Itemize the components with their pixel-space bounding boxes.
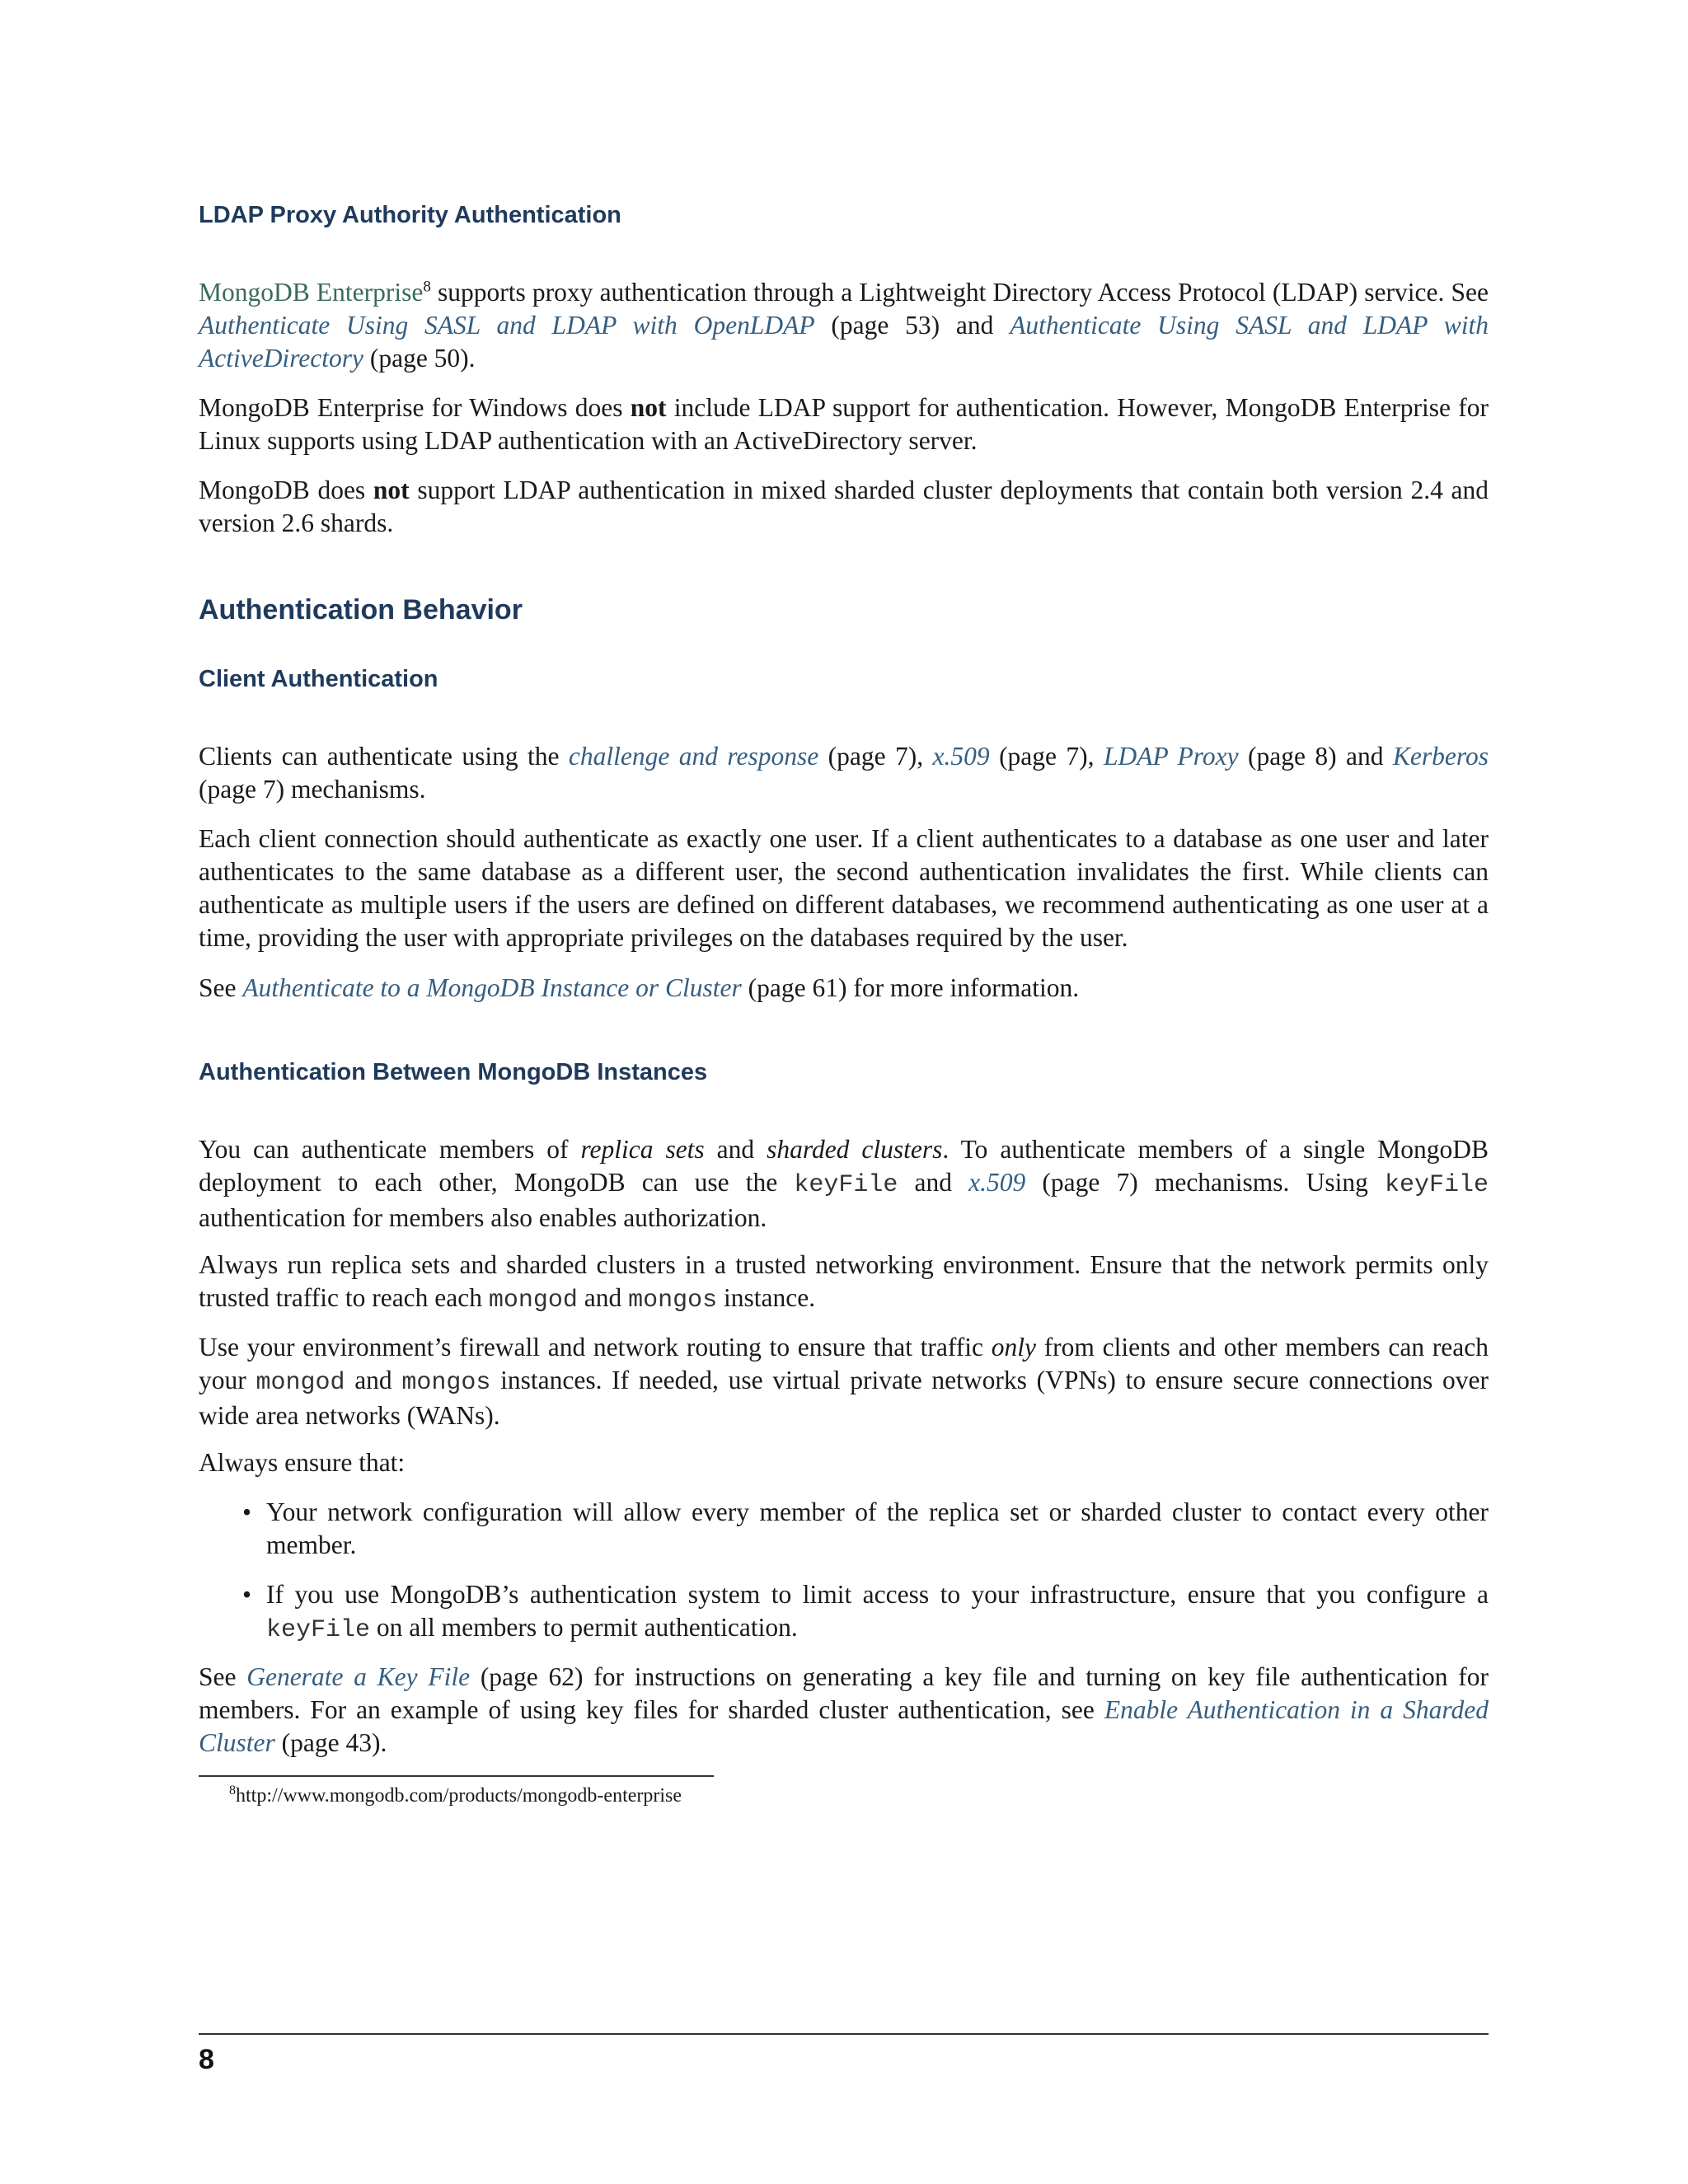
footnote-number: 8 bbox=[229, 1783, 236, 1797]
client-paragraph-3 bbox=[199, 972, 1489, 1005]
section-heading-ldap: LDAP Proxy Authority Authentication bbox=[199, 202, 621, 228]
challenge-response-link[interactable]: challenge and response bbox=[568, 742, 819, 771]
x509-link[interactable]: x.509 bbox=[932, 742, 990, 771]
x509-link[interactable]: x.509 bbox=[968, 1168, 1026, 1197]
between-paragraph-2 bbox=[199, 1249, 1489, 1317]
text: (page 7) mechanisms. Using bbox=[1025, 1168, 1385, 1197]
sharded-auth-link[interactable]: Enable Authentication in a Sharded Cluster bbox=[199, 1695, 1489, 1757]
between-paragraph-3 bbox=[199, 1331, 1489, 1432]
text: support LDAP authentication in mixed sharded cluster deployments that contain both version 2.4 and version 2.6 shards. bbox=[199, 476, 1489, 537]
italic-text: sharded clusters bbox=[767, 1135, 943, 1164]
bullet: • bbox=[242, 1497, 252, 1526]
code-mongos: mongos bbox=[628, 1286, 718, 1315]
text: (page 43). bbox=[274, 1728, 387, 1757]
ldap-paragraph-1 bbox=[199, 276, 1489, 375]
text: MongoDB does bbox=[199, 476, 373, 504]
footnote-url[interactable]: http://www.mongodb.com/products/mongodb-enterprise bbox=[236, 1785, 682, 1807]
text: and bbox=[898, 1168, 969, 1197]
generate-keyfile-link[interactable]: Generate a Key File bbox=[246, 1662, 471, 1691]
page-number: 8 bbox=[199, 2044, 214, 2075]
text: Your network configuration will allow every member of the replica set or sharded cluster to contact every other member. bbox=[266, 1497, 1489, 1559]
list-item bbox=[199, 1496, 1489, 1562]
text: (page 7) mechanisms. bbox=[199, 775, 426, 804]
bullet: • bbox=[242, 1580, 252, 1609]
text: Always run replica sets and sharded clusters in a trusted networking environment. Ensure that the network permits only trusted traffic to reach each bbox=[199, 1250, 1489, 1312]
text: and bbox=[577, 1283, 629, 1312]
italic-text: replica sets bbox=[580, 1135, 705, 1164]
code-mongod: mongod bbox=[488, 1286, 578, 1315]
text: See bbox=[199, 973, 243, 1002]
footnote-divider bbox=[199, 1775, 714, 1777]
activedirectory-link[interactable]: Authenticate Using SASL and LDAP with ActiveDirectory bbox=[199, 311, 1489, 373]
text: (page 53) and bbox=[814, 311, 1010, 340]
ldap-paragraph-3 bbox=[199, 474, 1489, 540]
between-paragraph-4: Always ensure that: bbox=[199, 1448, 406, 1477]
text: on all members to permit authentication. bbox=[370, 1613, 798, 1642]
bold-text: not bbox=[373, 476, 410, 504]
text: and bbox=[704, 1135, 767, 1164]
list-item bbox=[199, 1578, 1489, 1647]
text: (page 8) and bbox=[1238, 742, 1393, 771]
section-heading-behavior: Authentication Behavior bbox=[199, 594, 523, 626]
text: See bbox=[199, 1662, 247, 1691]
openldap-link[interactable]: Authenticate Using SASL and LDAP with OpenLDAP bbox=[199, 311, 815, 340]
authenticate-instance-link[interactable]: Authenticate to a MongoDB Instance or Cluster bbox=[242, 973, 742, 1002]
code-mongos: mongos bbox=[401, 1369, 491, 1397]
bold-text: not bbox=[630, 393, 667, 422]
text: Use your environment’s firewall and network routing to ensure that traffic bbox=[199, 1333, 992, 1361]
kerberos-link[interactable]: Kerberos bbox=[1392, 742, 1489, 771]
text: (page 62) for instructions on generating a key file and turning on key file authentication for members. For an example of using key files for sharded cluster authentication, see bbox=[199, 1662, 1489, 1724]
footnote-ref[interactable]: 8 bbox=[423, 278, 431, 296]
footer-divider bbox=[199, 2033, 1489, 2035]
client-paragraph-1 bbox=[199, 740, 1489, 806]
text: (page 50). bbox=[363, 344, 476, 373]
requirements-list bbox=[199, 1496, 1489, 1647]
text: (page 7), bbox=[818, 742, 933, 771]
code-keyfile: keyFile bbox=[1384, 1171, 1489, 1199]
mongodb-enterprise-link[interactable]: MongoDB Enterprise bbox=[199, 278, 424, 307]
text: You can authenticate members of bbox=[199, 1135, 581, 1164]
text: (page 61) for more information. bbox=[741, 973, 1080, 1002]
text: If you use MongoDB’s authentication system to limit access to your infrastructure, ensure that you configure a bbox=[266, 1580, 1489, 1609]
code-keyfile: keyFile bbox=[794, 1171, 898, 1199]
between-paragraph-5 bbox=[199, 1661, 1489, 1760]
section-heading-client: Client Authentication bbox=[199, 666, 438, 692]
text: MongoDB Enterprise for Windows does bbox=[199, 393, 631, 422]
text: instance. bbox=[717, 1283, 816, 1312]
text: Clients can authenticate using the bbox=[199, 742, 569, 771]
code-mongod: mongod bbox=[256, 1369, 345, 1397]
ldap-paragraph-2 bbox=[199, 391, 1489, 457]
section-heading-between: Authentication Between MongoDB Instances bbox=[199, 1059, 708, 1085]
footnote bbox=[229, 1783, 682, 1808]
text: supports proxy authentication through a Lightweight Directory Access Protocol (LDAP) service. See bbox=[430, 278, 1489, 307]
text: instances. If needed, use virtual private networks (VPNs) to ensure secure connections over wide area networks (WANs). bbox=[199, 1366, 1489, 1430]
text: . To authenticate members of a single MongoDB deployment to each other, MongoDB can use the bbox=[199, 1135, 1489, 1197]
text: authentication for members also enables authorization. bbox=[199, 1203, 767, 1232]
text: and bbox=[345, 1366, 402, 1394]
text: include LDAP support for authentication. However, MongoDB Enterprise for Linux supports using LDAP authentication with an ActiveDirectory server. bbox=[199, 393, 1489, 455]
text: (page 7), bbox=[989, 742, 1104, 771]
client-paragraph-2: Each client connection should authenticate as exactly one user. If a client authenticates to a database as one user and later authenticates to the same database as a different user, the second authentication invalidates the first. While clients can authenticate as multiple users if the users are defined on different databases, we recommend authenticating as one user at a time, providing the user with appropriate privileges on the databases required by the user. bbox=[199, 824, 1489, 952]
code-keyfile: keyFile bbox=[266, 1616, 371, 1644]
ldap-proxy-link[interactable]: LDAP Proxy bbox=[1103, 742, 1239, 771]
italic-text: only bbox=[991, 1333, 1036, 1361]
between-paragraph-1 bbox=[199, 1133, 1489, 1235]
text: from clients and other members can reach your bbox=[199, 1333, 1489, 1394]
